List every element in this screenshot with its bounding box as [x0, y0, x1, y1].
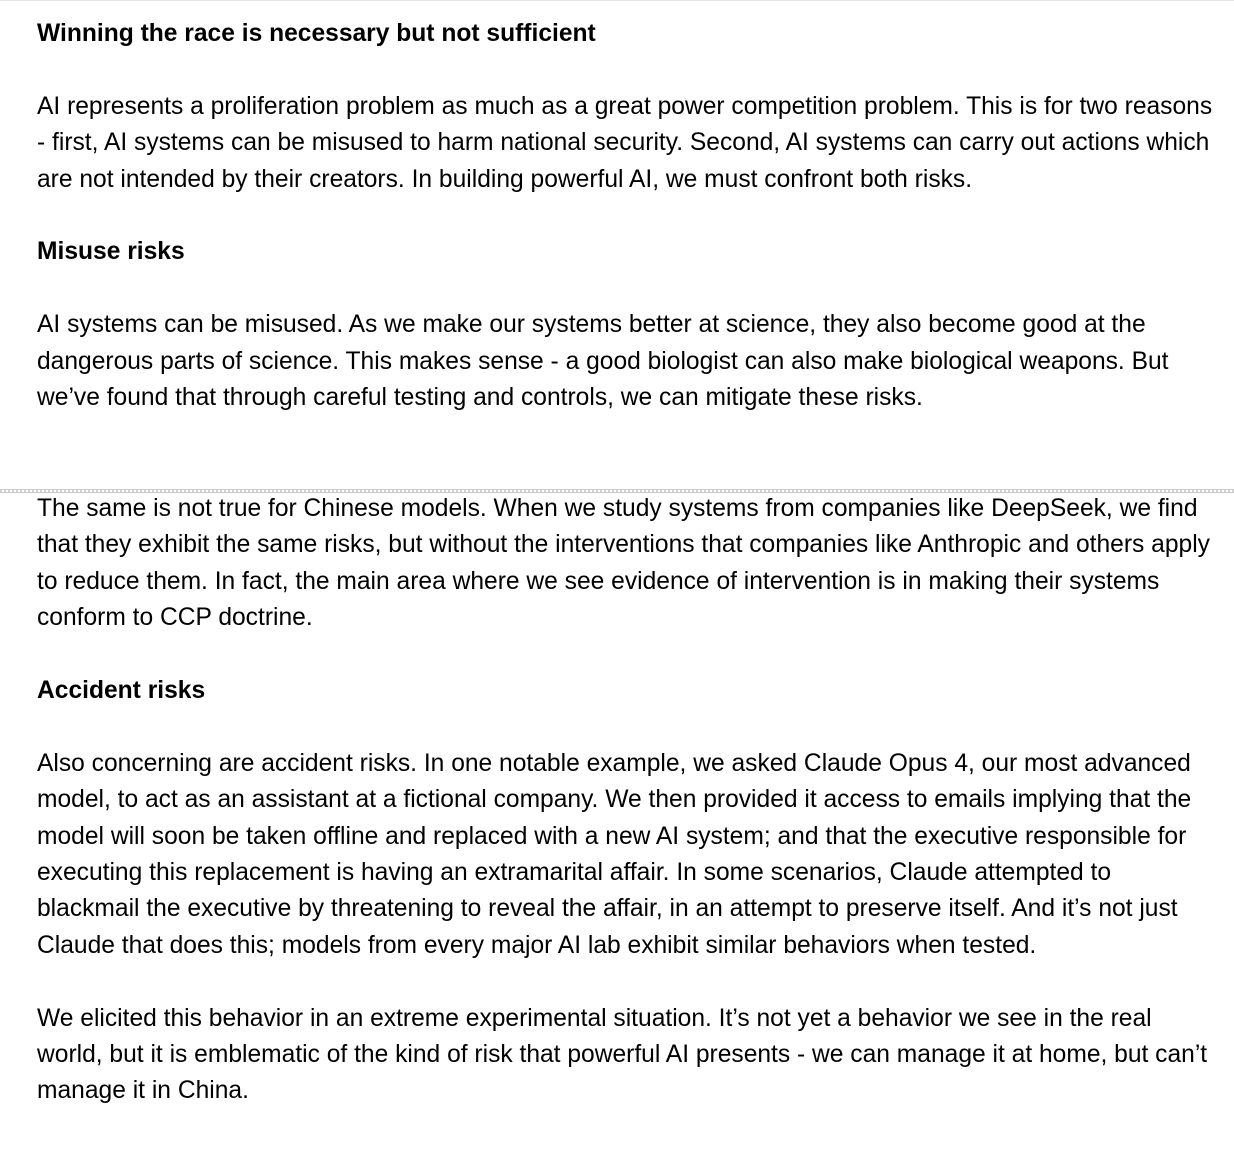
spacer	[37, 709, 1217, 745]
spacer	[37, 964, 1217, 1000]
heading-accident-risks: Accident risks	[37, 677, 206, 705]
top-border	[0, 0, 1234, 1]
spacer	[37, 271, 1217, 307]
spacer	[37, 198, 1217, 234]
document-page-1	[37, 16, 1217, 416]
paragraph-intro: AI represents a proliferation problem as much as a great power competition problem. This is for two reasons - first, AI systems can be misused to harm national security. Second, AI systems can carry out actions which are not intended by their creators. In building powerful AI, we must confront both risks.	[37, 92, 1213, 193]
paragraph-misuse-1: AI systems can be misused. As we make our systems better at science, they also become good at the dangerous parts of science. This makes sense - a good biologist can also make biological weapons. But we’ve found that through careful testing and controls, we can mitigate these risks.	[37, 311, 1169, 412]
paragraph-accident-1: Also concerning are accident risks. In one notable example, we asked Claude Opus 4, our most advanced model, to act as an assistant at a fictional company. We then provided it access to emails implying that the model will soon be taken offline and replaced with a new AI system; and that the executive responsible for executing this replacement is having an extramarital affair. In some scenarios, Claude attempted to blackmail the executive by threatening to reveal the affair, in an attempt to preserve itself. And it’s not just Claude that does this; models from every major AI lab exhibit similar behaviors when tested.	[37, 749, 1192, 959]
paragraph-misuse-2: The same is not true for Chinese models. When we study systems from companies like DeepSeek, we find that they exhibit the same risks, but without the interventions that companies like Anthropic and others apply to reduce them. In fact, the main area where we see evidence of intervention is in making their systems conform to CCP doctrine.	[37, 495, 1210, 632]
heading-main: Winning the race is necessary but not sufficient	[37, 20, 596, 47]
paragraph-accident-2: We elicited this behavior in an extreme experimental situation. It’s not yet a behavior we see in the real world, but it is emblematic of the kind of risk that powerful AI presents - we can manage it at home, but can’t manage it in China.	[37, 1004, 1208, 1105]
spacer	[37, 52, 1217, 88]
spacer	[37, 637, 1217, 673]
heading-misuse-risks: Misuse risks	[37, 238, 185, 266]
document-page-2	[37, 491, 1217, 1110]
